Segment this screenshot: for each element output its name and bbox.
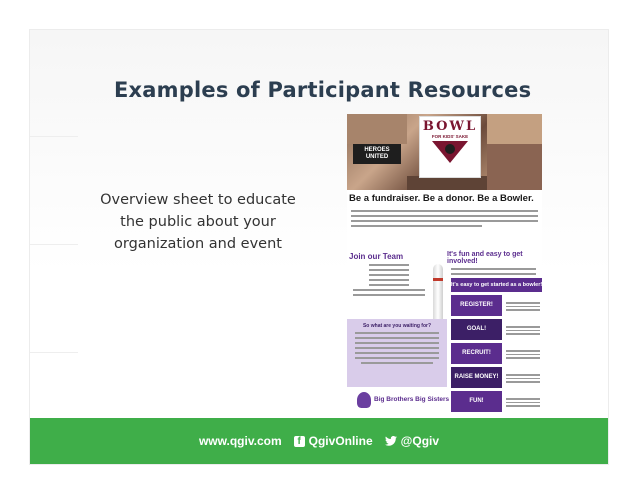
- footer-links: [30, 418, 608, 464]
- text-line: [351, 210, 538, 212]
- join-team-section: [349, 252, 429, 299]
- flyer-body-text: [351, 210, 538, 230]
- join-team-title: Join our Team: [349, 252, 404, 261]
- get-involved-section: [447, 251, 540, 278]
- text-line: [369, 284, 409, 286]
- footer-bar: [30, 418, 608, 464]
- step-label: RECRUIT!: [451, 343, 502, 364]
- text-line: [353, 294, 425, 296]
- step-label: REGISTER!: [451, 295, 502, 316]
- facebook-handle: QgivOnline: [308, 434, 373, 448]
- big-brothers-big-sisters-logo: [357, 390, 450, 410]
- steps-list: [451, 295, 542, 414]
- text-line: [351, 220, 538, 222]
- text-line: [355, 342, 439, 344]
- heroes-united-badge: HEROES UNITED: [353, 144, 401, 164]
- text-line: [369, 269, 409, 271]
- facebook-link[interactable]: [294, 434, 373, 448]
- divider: [30, 352, 78, 353]
- step-text: [506, 348, 540, 361]
- text-line: [353, 289, 425, 291]
- flyer-tagline: Be a fundraiser. Be a donor. Be a Bowler.: [349, 193, 534, 204]
- text-line: [451, 268, 536, 270]
- callout-title: So what are you waiting for?: [362, 323, 432, 329]
- bowling-pin-stripe: [433, 278, 443, 281]
- step-label: GOAL!: [451, 319, 502, 340]
- step-label: RAISE MONEY!: [451, 367, 502, 388]
- get-started-banner: It's easy to get started as a bowler!: [451, 278, 542, 292]
- twitter-handle: @Qgiv: [400, 434, 440, 448]
- text-line: [351, 215, 538, 217]
- twitter-link[interactable]: [385, 434, 439, 448]
- flyer-image: [347, 114, 542, 414]
- text-line: [355, 357, 439, 359]
- text-line: [451, 273, 536, 275]
- website-link[interactable]: www.qgiv.com: [198, 434, 282, 448]
- step-item: [451, 319, 542, 340]
- logo-emblem-icon: [430, 139, 470, 165]
- step-text: [506, 300, 540, 313]
- step-item: [451, 391, 542, 412]
- bbbs-mark-icon: [357, 392, 371, 408]
- text-line: [355, 352, 439, 354]
- text-line: [355, 332, 439, 334]
- logo-word: BOWL: [422, 119, 478, 134]
- step-text: [506, 396, 540, 409]
- text-line: [369, 264, 409, 266]
- text-line: [351, 225, 482, 227]
- step-item: [451, 295, 542, 316]
- text-line: [369, 279, 409, 281]
- bbbs-name: Big Brothers Big Sisters: [374, 396, 450, 403]
- twitter-icon: [385, 436, 397, 446]
- divider: [30, 136, 78, 137]
- slide-description: Overview sheet to educate the public about your organization and event: [100, 192, 296, 252]
- text-line: [355, 347, 439, 349]
- step-item: [451, 367, 542, 388]
- step-text: [506, 372, 540, 385]
- get-involved-title: It's fun and easy to get involved!: [447, 251, 523, 265]
- text-line: [361, 362, 433, 364]
- slide-title: Examples of Participant Resources: [114, 78, 532, 102]
- step-item: [451, 343, 542, 364]
- text-line: [369, 274, 409, 276]
- step-label: FUN!: [451, 391, 502, 412]
- logo-subtitle: FOR KIDS' SAKE: [431, 134, 469, 139]
- divider: [30, 244, 78, 245]
- bowl-for-kids-sake-logo: [419, 116, 481, 178]
- facebook-icon: f: [294, 436, 305, 447]
- text-line: [355, 337, 439, 339]
- waiting-callout: [347, 319, 447, 387]
- step-text: [506, 324, 540, 337]
